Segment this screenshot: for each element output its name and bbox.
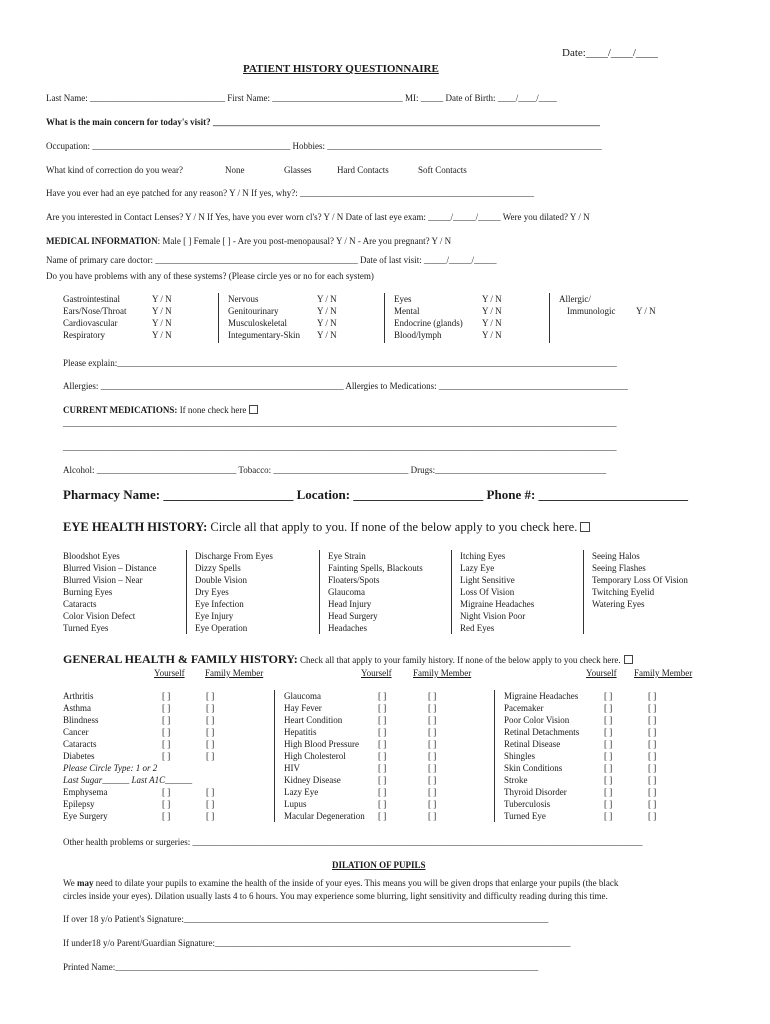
condition-label: Blindness <box>63 715 99 725</box>
systems-yn-col-2[interactable] <box>317 293 337 341</box>
condition-label: Lupus <box>284 799 307 809</box>
yes-no-choice[interactable]: Y / N <box>317 318 337 328</box>
yourself-header: Yourself <box>361 668 392 678</box>
systems-col-3 <box>394 293 463 341</box>
yes-no-choice[interactable]: Y / N <box>317 330 337 340</box>
condition-label: Hepatitis <box>284 727 317 737</box>
eye-condition[interactable]: Blurred Vision – Near <box>63 575 143 585</box>
condition-label: Kidney Disease <box>284 775 341 785</box>
medications-line[interactable]: ___________________________________________________________________________________________________________________________ <box>63 418 617 428</box>
condition-label: High Blood Pressure <box>284 739 359 749</box>
yourself-checkbox[interactable]: [ ] <box>378 763 387 773</box>
yes-no-choice[interactable]: Y / N <box>152 294 172 304</box>
family-checkbox[interactable]: [ ] <box>428 763 437 773</box>
condition-label: High Cholesterol <box>284 751 346 761</box>
yes-no-choice[interactable]: Y / N <box>482 306 502 316</box>
family-boxes-col-3[interactable] <box>648 690 656 822</box>
divider <box>319 550 320 634</box>
condition-label: Eye Surgery <box>63 811 108 821</box>
general-health-col-1 <box>63 690 192 822</box>
condition-label: Tuberculosis <box>504 799 551 809</box>
none-checkbox[interactable] <box>580 522 590 532</box>
systems-question: Do you have problems with any of these systems? (Please circle yes or no for each system) <box>46 271 374 281</box>
yes-no-choice[interactable]: Y / N <box>317 306 337 316</box>
eye-condition[interactable]: Eye Infection <box>195 599 244 609</box>
family-checkbox[interactable]: [ ] <box>206 787 215 797</box>
systems-yn-col-4[interactable] <box>636 305 656 317</box>
yourself-checkbox[interactable]: [ ] <box>162 787 171 797</box>
other-problems-line[interactable]: Other health problems or surgeries: ____________________________________________________________________________________________________ <box>63 837 643 847</box>
condition-label: Emphysema <box>63 787 108 797</box>
divider <box>494 690 495 822</box>
correction-glasses[interactable]: Glasses <box>284 165 312 175</box>
system-item: Musculoskeletal <box>228 318 287 328</box>
family-checkbox[interactable]: [ ] <box>206 799 215 809</box>
eye-history-col-3 <box>328 550 423 634</box>
family-checkbox[interactable]: [ ] <box>648 787 657 797</box>
none-checkbox[interactable] <box>249 405 258 414</box>
family-checkbox[interactable]: [ ] <box>648 763 657 773</box>
medical-info-line[interactable] <box>46 236 451 246</box>
yourself-boxes-col-3[interactable] <box>604 690 612 822</box>
condition-label: Thyroid Disorder <box>504 787 567 797</box>
eye-condition[interactable]: Temporary Loss Of Vision <box>592 575 688 585</box>
yourself-checkbox[interactable]: [ ] <box>378 775 387 785</box>
family-checkbox[interactable]: [ ] <box>428 715 437 725</box>
yes-no-choice[interactable]: Y / N <box>482 294 502 304</box>
current-medications-label: CURRENT MEDICATIONS: <box>63 405 178 415</box>
yes-no-choice[interactable]: Y / N <box>317 294 337 304</box>
eye-condition[interactable]: Glaucoma <box>328 587 365 597</box>
yourself-boxes-col-1[interactable] <box>162 690 170 822</box>
correction-soft-contacts[interactable]: Soft Contacts <box>418 165 467 175</box>
family-member-header: Family Member <box>205 668 264 678</box>
family-checkbox[interactable]: [ ] <box>648 751 657 761</box>
system-item: Nervous <box>228 294 259 304</box>
eye-condition[interactable]: Cataracts <box>63 599 97 609</box>
patient-signature-line[interactable]: If over 18 y/o Patient's Signature:_________________________________________________________________________________ <box>63 914 549 924</box>
condition-label: Migraine Headaches <box>504 691 579 701</box>
correction-hard-contacts[interactable]: Hard Contacts <box>337 165 389 175</box>
family-checkbox[interactable]: [ ] <box>648 775 657 785</box>
main-concern-line[interactable]: What is the main concern for today's visit? ______________________________________________________________________________________ <box>46 117 600 127</box>
please-explain-line[interactable]: Please explain:_______________________________________________________________________________________________________________ <box>63 358 617 368</box>
family-checkbox[interactable]: [ ] <box>206 739 215 749</box>
family-checkbox[interactable]: [ ] <box>648 739 657 749</box>
yourself-checkbox[interactable]: [ ] <box>604 691 613 701</box>
yourself-checkbox[interactable]: [ ] <box>604 715 613 725</box>
systems-col-1 <box>63 293 126 341</box>
family-checkbox[interactable]: [ ] <box>206 727 215 737</box>
eye-condition[interactable]: Discharge From Eyes <box>195 551 273 561</box>
yourself-checkbox[interactable]: [ ] <box>162 811 171 821</box>
eye-condition[interactable]: Watering Eyes <box>592 599 645 609</box>
primary-doctor-line[interactable]: Name of primary care doctor: _____________________________________________ Date of last visit: _____/_____/_____ <box>46 255 497 265</box>
eye-patched-line[interactable]: Have you ever had an eye patched for any reason? Y / N If yes, why?: ____________________________________________________ <box>46 188 534 198</box>
medical-info-options[interactable]: : Male [ ] Female [ ] - Are you post-menopausal? Y / N - Are you pregnant? Y / N <box>157 236 452 246</box>
system-item: Mental <box>394 306 420 316</box>
condition-label: Glaucoma <box>284 691 321 701</box>
condition-label: Poor Color Vision <box>504 715 570 725</box>
correction-question: What kind of correction do you wear? <box>46 165 183 175</box>
dilation-we: We <box>63 878 78 888</box>
family-checkbox[interactable]: [ ] <box>428 703 437 713</box>
divider <box>274 690 275 822</box>
eye-condition[interactable]: Fainting Spells, Blackouts <box>328 563 423 573</box>
condition-label: Epilepsy <box>63 799 95 809</box>
yes-no-choice[interactable]: Y / N <box>482 330 502 340</box>
guardian-signature-line[interactable]: If under18 y/o Parent/Guardian Signature:_______________________________________________________________________________ <box>63 938 571 948</box>
system-item: Gastrointestinal <box>63 294 120 304</box>
eye-condition[interactable]: Seeing Halos <box>592 551 640 561</box>
dilation-title: DILATION OF PUPILS <box>332 860 426 870</box>
yourself-checkbox[interactable]: [ ] <box>162 727 171 737</box>
names-line[interactable]: Last Name: ______________________________ First Name: _____________________________ MI: _____ Date of Birth: ____/____/____ <box>46 93 557 103</box>
condition-label: Heart Condition <box>284 715 343 725</box>
divider <box>451 550 452 634</box>
systems-yn-col-1[interactable] <box>152 293 172 341</box>
sugar-a1c-fields[interactable]: Last Sugar______ Last A1C______ <box>63 775 193 785</box>
divider <box>186 550 187 634</box>
yes-no-choice[interactable]: Y / N <box>636 306 656 316</box>
family-checkbox[interactable]: [ ] <box>648 727 657 737</box>
eye-condition[interactable]: Loss Of Vision <box>460 587 515 597</box>
condition-label: HIV <box>284 763 300 773</box>
systems-col-4 <box>559 293 616 317</box>
condition-label: Retinal Detachments <box>504 727 580 737</box>
general-health-col-3 <box>504 690 579 822</box>
family-checkbox[interactable]: [ ] <box>206 715 215 725</box>
eye-condition[interactable]: Twitching Eyelid <box>592 587 655 597</box>
family-checkbox[interactable]: [ ] <box>648 715 657 725</box>
yourself-boxes-col-2[interactable] <box>378 690 386 822</box>
family-member-header: Family Member <box>634 668 693 678</box>
family-checkbox[interactable]: [ ] <box>428 739 437 749</box>
condition-label: Asthma <box>63 703 91 713</box>
eye-condition[interactable]: Color Vision Defect <box>63 611 136 621</box>
current-medications-line[interactable] <box>63 405 258 415</box>
system-item: Blood/lymph <box>394 330 442 340</box>
system-item: Immunologic <box>567 306 616 316</box>
occupation-line[interactable]: Occupation: ____________________________________________ Hobbies: _____________________________________________________________ <box>46 141 602 151</box>
none-checkbox[interactable] <box>624 655 633 664</box>
yourself-checkbox[interactable]: [ ] <box>162 751 171 761</box>
divider <box>384 293 385 343</box>
yourself-checkbox[interactable]: [ ] <box>604 703 613 713</box>
yourself-checkbox[interactable]: [ ] <box>378 691 387 701</box>
yourself-checkbox[interactable]: [ ] <box>378 811 387 821</box>
yourself-checkbox[interactable]: [ ] <box>604 751 613 761</box>
system-item: Ears/Nose/Throat <box>63 306 127 316</box>
yourself-checkbox[interactable]: [ ] <box>604 811 613 821</box>
eye-condition[interactable]: Red Eyes <box>460 623 495 633</box>
dilation-text-2: circles inside your eyes). Dilation usually lasts 4 to 6 hours. You may experience some blurring, light sensitivity and difficulty reading during this time. <box>63 891 608 901</box>
eye-condition[interactable]: Seeing Flashes <box>592 563 646 573</box>
system-item: Endocrine (glands) <box>394 318 463 328</box>
yes-no-choice[interactable]: Y / N <box>152 330 172 340</box>
condition-label: Turned Eye <box>504 811 546 821</box>
system-item: Cardiovascular <box>63 318 118 328</box>
condition-label: Cancer <box>63 727 89 737</box>
yourself-checkbox[interactable]: [ ] <box>378 799 387 809</box>
eye-health-history-instructions: Circle all that apply to you. If none of the below apply to you check here. <box>207 520 578 534</box>
eye-condition[interactable]: Eye Strain <box>328 551 366 561</box>
eye-condition[interactable]: Dry Eyes <box>195 587 229 597</box>
family-checkbox[interactable]: [ ] <box>206 751 215 761</box>
yourself-checkbox[interactable]: [ ] <box>604 799 613 809</box>
family-checkbox[interactable]: [ ] <box>428 799 437 809</box>
eye-condition[interactable]: Floaters/Spots <box>328 575 380 585</box>
medications-line[interactable]: ___________________________________________________________________________________________________________________________ <box>63 442 617 452</box>
yourself-checkbox[interactable]: [ ] <box>162 691 171 701</box>
divider <box>583 550 584 634</box>
eye-history-col-5 <box>592 550 688 610</box>
eye-condition[interactable]: Double Vision <box>195 575 248 585</box>
family-checkbox[interactable]: [ ] <box>648 691 657 701</box>
dilation-text-1 <box>63 878 618 888</box>
correction-none[interactable]: None <box>225 165 245 175</box>
condition-label: Lazy Eye <box>284 787 319 797</box>
eye-condition[interactable]: Light Sensitive <box>460 575 515 585</box>
yourself-checkbox[interactable]: [ ] <box>604 775 613 785</box>
eye-history-col-1 <box>63 550 157 634</box>
yourself-header: Yourself <box>154 668 185 678</box>
system-item: Allergic/ <box>559 294 591 304</box>
eye-condition[interactable]: Itching Eyes <box>460 551 506 561</box>
yourself-checkbox[interactable]: [ ] <box>604 763 613 773</box>
system-item: Respiratory <box>63 330 105 340</box>
substances-line[interactable]: Alcohol: _______________________________ Tobacco: ______________________________ Drugs:______________________________________ <box>63 465 607 475</box>
yes-no-choice[interactable]: Y / N <box>482 318 502 328</box>
family-checkbox[interactable]: [ ] <box>206 691 215 701</box>
family-boxes-col-2[interactable] <box>428 690 436 822</box>
yourself-checkbox[interactable]: [ ] <box>378 727 387 737</box>
eye-condition[interactable]: Bloodshot Eyes <box>63 551 120 561</box>
yourself-checkbox[interactable]: [ ] <box>162 799 171 809</box>
condition-label: Skin Conditions <box>504 763 563 773</box>
yourself-checkbox[interactable]: [ ] <box>378 703 387 713</box>
yourself-checkbox[interactable]: [ ] <box>162 715 171 725</box>
current-medications-none: If none check here <box>177 405 247 415</box>
condition-label: Cataracts <box>63 739 97 749</box>
family-checkbox[interactable]: [ ] <box>206 811 215 821</box>
eye-condition[interactable]: Migraine Headaches <box>460 599 535 609</box>
family-checkbox[interactable]: [ ] <box>428 691 437 701</box>
general-health-header <box>63 652 633 667</box>
condition-label: Macular Degeneration <box>284 811 365 821</box>
family-checkbox[interactable]: [ ] <box>648 703 657 713</box>
eye-condition[interactable]: Eye Injury <box>195 611 234 621</box>
condition-label: Stroke <box>504 775 528 785</box>
family-member-header: Family Member <box>413 668 472 678</box>
family-checkbox[interactable]: [ ] <box>206 703 215 713</box>
date-field[interactable]: Date:____/____/____ <box>562 47 658 59</box>
printed-name-line[interactable]: Printed Name:______________________________________________________________________________________________ <box>63 962 539 972</box>
yourself-checkbox[interactable]: [ ] <box>604 727 613 737</box>
eye-history-col-4 <box>460 550 534 634</box>
yes-no-choice[interactable]: Y / N <box>152 306 172 316</box>
eye-condition[interactable]: Dizzy Spells <box>195 563 241 573</box>
yourself-checkbox[interactable]: [ ] <box>604 739 613 749</box>
contact-lens-line[interactable]: Are you interested in Contact Lenses? Y / N If Yes, have you ever worn cl's? Y / N Date of last eye exam: _____/_____/_____ Were you dilated? Y / N <box>46 212 590 222</box>
yourself-checkbox[interactable]: [ ] <box>378 751 387 761</box>
medical-info-label: MEDICAL INFORMATION <box>46 236 158 246</box>
family-checkbox[interactable]: [ ] <box>428 727 437 737</box>
eye-condition[interactable]: Burning Eyes <box>63 587 113 597</box>
yourself-checkbox[interactable]: [ ] <box>162 739 171 749</box>
page-title: PATIENT HISTORY QUESTIONNAIRE <box>243 63 439 75</box>
system-item: Genitourinary <box>228 306 279 316</box>
eye-history-col-2 <box>195 550 273 634</box>
eye-condition[interactable]: Headaches <box>328 623 367 633</box>
condition-label: Retinal Disease <box>504 739 561 749</box>
family-checkbox[interactable]: [ ] <box>428 787 437 797</box>
yourself-checkbox[interactable]: [ ] <box>604 787 613 797</box>
condition-label: Pacemaker <box>504 703 544 713</box>
yes-no-choice[interactable]: Y / N <box>152 318 172 328</box>
systems-col-2 <box>228 293 300 341</box>
family-checkbox[interactable]: [ ] <box>428 811 437 821</box>
pharmacy-line[interactable]: Pharmacy Name: ____________________ Location: ____________________ Phone #: _______________________ <box>63 487 689 502</box>
condition-label: Hay Fever <box>284 703 322 713</box>
eye-health-history-header <box>63 520 590 535</box>
yourself-checkbox[interactable]: [ ] <box>378 715 387 725</box>
yourself-checkbox[interactable]: [ ] <box>162 703 171 713</box>
eye-condition[interactable]: Blurred Vision – Distance <box>63 563 157 573</box>
eye-health-history-label: EYE HEALTH HISTORY: <box>63 520 208 534</box>
divider <box>549 293 550 343</box>
eye-condition[interactable]: Head Injury <box>328 599 372 609</box>
eye-condition[interactable]: Turned Eyes <box>63 623 109 633</box>
systems-yn-col-3[interactable] <box>482 293 502 341</box>
diabetes-type[interactable]: Please Circle Type: 1 or 2 <box>63 763 158 773</box>
eye-condition[interactable]: Lazy Eye <box>460 563 495 573</box>
family-checkbox[interactable]: [ ] <box>428 751 437 761</box>
system-item: Integumentary-Skin <box>228 330 300 340</box>
condition-label: Shingles <box>504 751 536 761</box>
condition-label: Arthritis <box>63 691 94 701</box>
system-item: Eyes <box>394 294 412 304</box>
general-health-col-2 <box>284 690 365 822</box>
yourself-header: Yourself <box>586 668 617 678</box>
dilation-body: need to dilate your pupils to examine the health of the inside of your eyes. This means you will be given drops that enlarge your pupils (the black <box>93 878 619 888</box>
condition-label: Diabetes <box>63 751 95 761</box>
eye-condition[interactable]: Head Surgery <box>328 611 378 621</box>
eye-condition[interactable]: Eye Operation <box>195 623 248 633</box>
family-checkbox[interactable]: [ ] <box>428 775 437 785</box>
family-checkbox[interactable]: [ ] <box>648 811 657 821</box>
yourself-checkbox[interactable]: [ ] <box>378 787 387 797</box>
family-checkbox[interactable]: [ ] <box>648 799 657 809</box>
allergies-line[interactable]: Allergies: ______________________________________________________ Allergies to Medications: __________________________________________ <box>63 381 628 391</box>
eye-condition[interactable]: Night Vision Poor <box>460 611 526 621</box>
family-boxes-col-1[interactable] <box>206 690 214 822</box>
dilation-may: may <box>77 878 94 888</box>
general-health-label: GENERAL HEALTH & FAMILY HISTORY: <box>63 652 298 666</box>
general-health-instructions: Check all that apply to your family history. If none of the below apply to you check here. <box>297 655 621 665</box>
yourself-checkbox[interactable]: [ ] <box>378 739 387 749</box>
divider <box>218 293 219 343</box>
